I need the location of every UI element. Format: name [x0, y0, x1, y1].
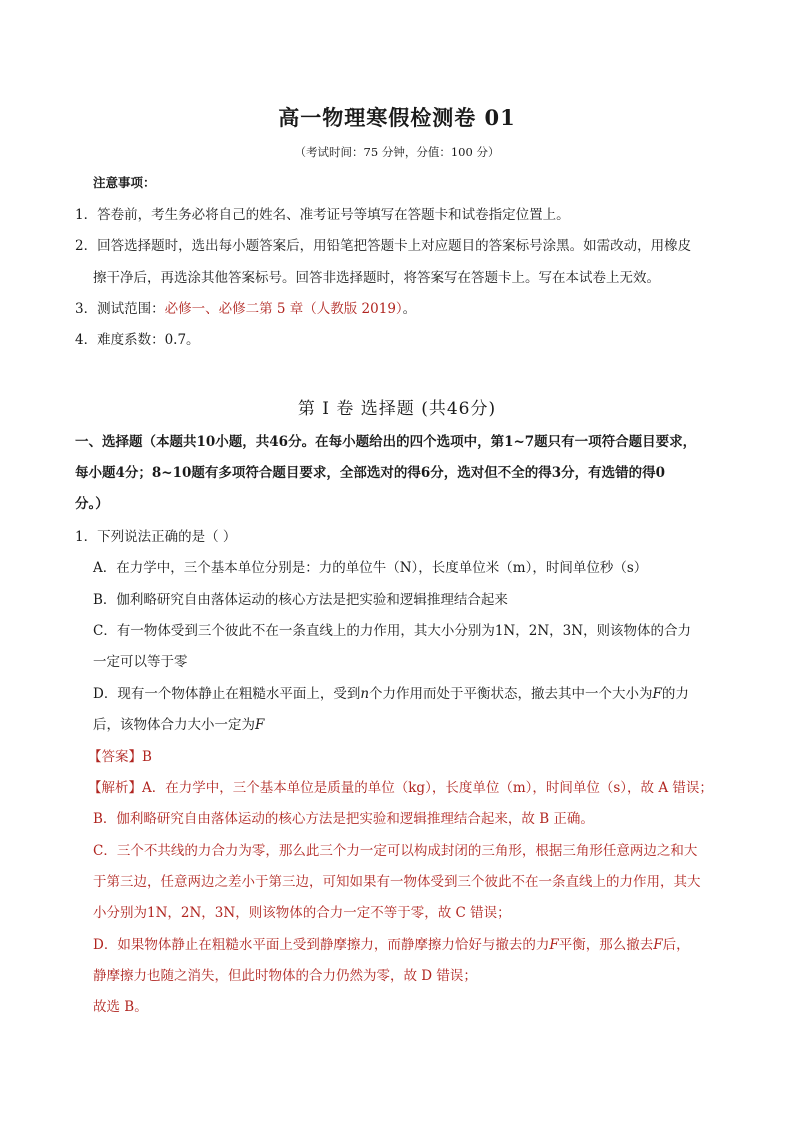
analysis-line-5-forces: 1N，2N，3N: [147, 905, 236, 921]
answer-value: B: [142, 749, 152, 765]
notice-item-1: 1．答卷前，考生务必将自己的姓名、准考证号等填写在答题卡和试卷指定位置上。: [75, 207, 570, 223]
option-c-forces: 1N，2N，3N: [494, 623, 584, 639]
analysis-line-5-text: 小分别为: [93, 905, 147, 921]
notice-item-3-suffix: 。: [402, 301, 417, 317]
analysis-line-6-text: D．如果物体静止在粗糙水平面上受到静摩擦力，而静摩擦力恰好与撤去的力: [93, 937, 550, 953]
analysis-text-1: A．在力学中，三个基本单位是质量的单位（kg），长度单位（m），时间单位（s），故 A 错误；: [142, 780, 713, 796]
option-d-text-mid: 个力作用而处于平衡状态，撤去其中一个大小为: [369, 686, 653, 702]
analysis-line-8: 故选 B。: [93, 999, 148, 1015]
analysis-line-4: 于第三边，任意两边之差小于第三边，可知如果有一物体受到三个彼此不在一条直线上的力作用，其大: [93, 874, 701, 890]
analysis-line-6-F-symbol-2: F: [653, 937, 663, 953]
question-1-option-a: A．在力学中，三个基本单位分别是：力的单位牛（N），长度单位米（m），时间单位秒（s）: [93, 560, 648, 576]
question-1-option-b: B．伽利略研究自由落体运动的核心方法是把实验和逻辑推理结合起来: [93, 592, 508, 608]
option-c-text-end: ，则该物体的合力: [583, 623, 692, 639]
question-1-stem: 1．下列说法正确的是（ ）: [75, 529, 237, 545]
analysis-line-2: B．伽利略研究自由落体运动的核心方法是把实验和逻辑推理结合起来，故 B 正确。: [93, 811, 594, 827]
question-1-option-c-line-2: 一定可以等于零: [93, 654, 188, 670]
section-title: 第 I 卷 选择题 (共46分): [297, 399, 497, 419]
option-d-line-2-text: 后，该物体合力大小一定为: [93, 717, 255, 733]
answer: [88, 747, 152, 767]
test-scope: 必修一、必修二第 5 章（人教版 2019）: [164, 301, 403, 317]
analysis-line-6-end: 后，: [662, 937, 690, 953]
analysis-line-6-mid: 平衡，那么撤去: [558, 937, 654, 953]
option-d-n-symbol: n: [360, 686, 370, 702]
question-1-option-d-line-1: [93, 684, 689, 704]
notice-heading: 注意事项：: [93, 175, 156, 190]
analysis-line-7: 静摩擦力也随之消失，但此时物体的合力仍然为零，故 D 错误；: [93, 968, 477, 984]
question-1-option-d-line-2: [93, 715, 264, 735]
analysis-tag: 【解析】: [88, 780, 142, 796]
section-instructions-line-1: 一、选择题（本题共10小题，共46分。在每小题给出的四个选项中，第1~7题只有一项符合题目要求，: [75, 434, 697, 450]
analysis-line-5-end: ，则该物体的合力一定不等于零，故 C 错误；: [235, 905, 511, 921]
option-d-line-2-F-symbol: F: [255, 717, 265, 733]
notice-item-3: [75, 299, 416, 319]
section-instructions-line-2: 每小题4分；8~10题有多项符合题目要求，全部选对的得6分，选对但不全的得3分，有选错的得0: [75, 465, 666, 481]
option-d-text: D．现有一个物体静止在粗糙水平面上，受到: [93, 686, 361, 702]
page-title: 高一物理寒假检测卷 01: [278, 105, 516, 130]
analysis-line-5: [93, 903, 511, 923]
notice-item-3-prefix: 3．测试范围：: [75, 301, 165, 317]
analysis-line-6: [93, 935, 690, 955]
option-d-F-symbol: F: [652, 686, 662, 702]
option-d-text-end: 的力: [661, 686, 689, 702]
section-instructions-line-3: 分。）: [75, 496, 109, 512]
analysis-line-1: [88, 778, 713, 798]
notice-item-2-line-2: 擦干净后，再选涂其他答案标号。回答非选择题时，将答案写在答题卡上。写在本试卷上无效。: [93, 270, 660, 286]
question-1-option-c-line-1: [93, 621, 691, 641]
exam-info: （考试时间：75 分钟，分值：100 分）: [294, 145, 500, 159]
notice-item-2-line-1: 2．回答选择题时，选出每小题答案后，用铅笔把答题卡上对应题目的答案标号涂黑。如需改动，用橡皮: [75, 238, 692, 254]
analysis-line-6-F-symbol-1: F: [549, 937, 559, 953]
answer-tag: 【答案】: [88, 749, 142, 765]
notice-item-4: 4．难度系数：0.7。: [75, 332, 200, 348]
option-c-text: C．有一物体受到三个彼此不在一条直线上的力作用，其大小分别为: [93, 623, 495, 639]
analysis-line-3: C．三个不共线的力合力为零，那么此三个力一定可以构成封闭的三角形，根据三角形任意两边之和大: [93, 843, 698, 859]
